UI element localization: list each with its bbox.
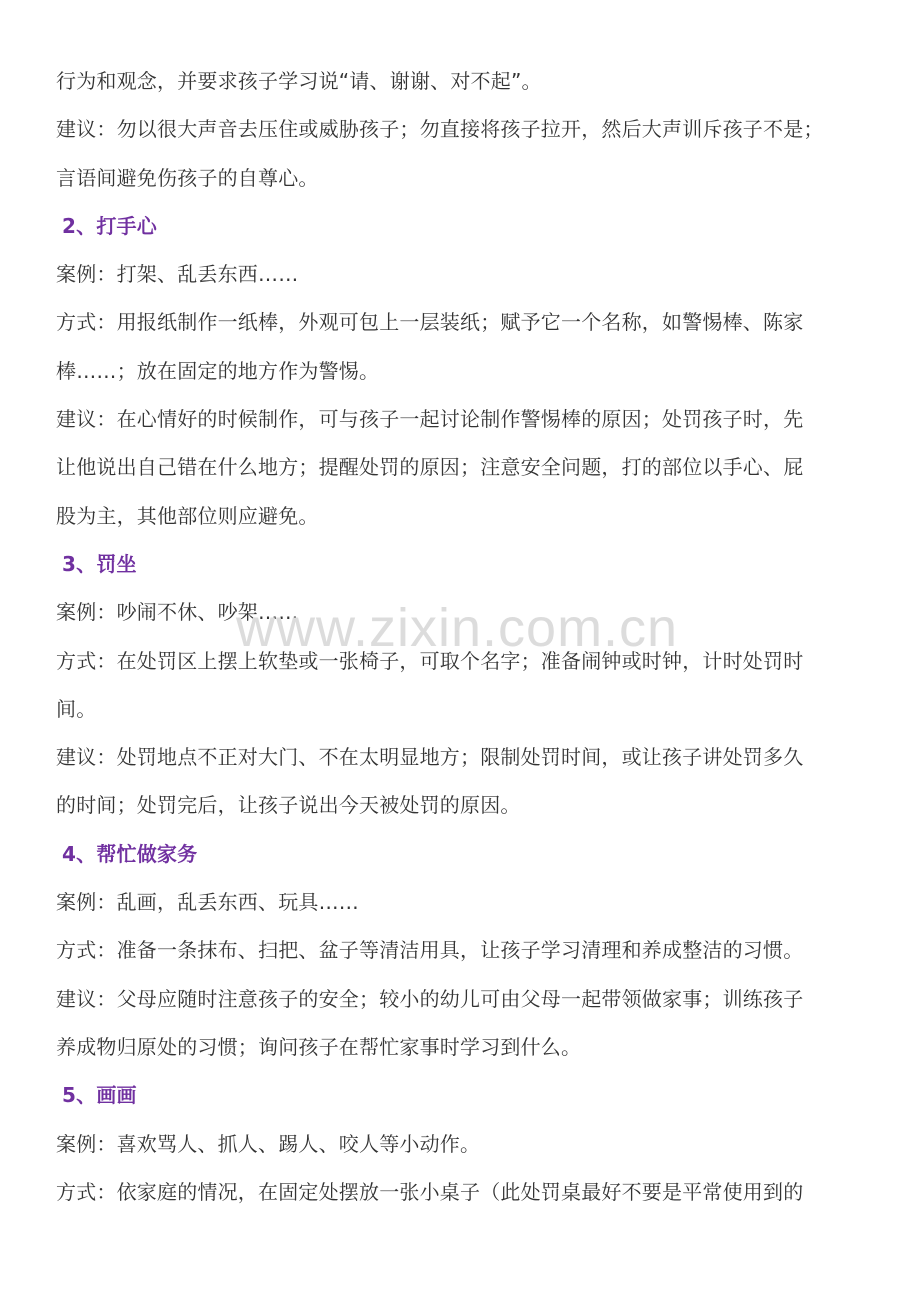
body-line: 案例：喜欢骂人、抓人、踢人、咬人等小动作。 [56, 1131, 481, 1156]
body-line: 方式：依家庭的情况，在固定处摆放一张小桌子（此处罚桌最好不要是平常使用到的 [56, 1179, 804, 1204]
body-line: 建议：父母应随时注意孩子的安全；较小的幼儿可由父母一起带领做家事；训练孩子 [56, 986, 804, 1011]
body-line: 案例：乱画，乱丢东西、玩具…… [56, 890, 359, 915]
body-line: 建议：在心情好的时候制作，可与孩子一起讨论制作警惕棒的原因；处罚孩子时，先 [56, 407, 804, 432]
body-line: 间。 [56, 696, 97, 721]
section-heading: 2、打手心 [62, 213, 157, 238]
body-line: 股为主，其他部位则应避免。 [56, 503, 319, 528]
body-line: 养成物归原处的习惯；询问孩子在帮忙家事时学习到什么。 [56, 1034, 582, 1059]
section-heading: 3、罚坐 [62, 551, 137, 576]
body-line: 言语间避免伤孩子的自尊心。 [56, 165, 319, 190]
body-line: 的时间；处罚完后，让孩子说出今天被处罚的原因。 [56, 793, 521, 818]
body-line: 棒……；放在固定的地方作为警惕。 [56, 358, 380, 383]
section-heading: 4、帮忙做家务 [62, 841, 198, 866]
section-heading: 5、画画 [62, 1083, 137, 1108]
body-line: 建议：处罚地点不正对大门、不在太明显地方；限制处罚时间，或让孩子讲处罚多久 [56, 745, 804, 770]
body-line: 让他说出自己错在什么地方；提醒处罚的原因；注意安全问题，打的部位以手心、屁 [56, 455, 804, 480]
body-line: 行为和观念，并要求孩子学习说“请、谢谢、对不起”。 [56, 69, 542, 93]
body-line: 方式：准备一条抹布、扫把、盆子等清洁用具，让孩子学习清理和养成整洁的习惯。 [56, 938, 804, 963]
body-line: 案例：吵闹不休、吵架…… [56, 600, 299, 625]
body-line: 案例：打架、乱丢东西…… [56, 262, 299, 287]
body-line: 方式：用报纸制作一纸棒，外观可包上一层装纸；赋予它一个名称，如警惕棒、陈家 [56, 310, 804, 335]
watermark: www.zixin.com.cn [236, 598, 679, 658]
body-line: 建议：勿以很大声音去压住或威胁孩子；勿直接将孩子拉开，然后大声训斥孩子不是； [56, 117, 824, 142]
body-line: 方式：在处罚区上摆上软垫或一张椅子，可取个名字；准备闹钟或时钟，计时处罚时 [56, 648, 804, 673]
